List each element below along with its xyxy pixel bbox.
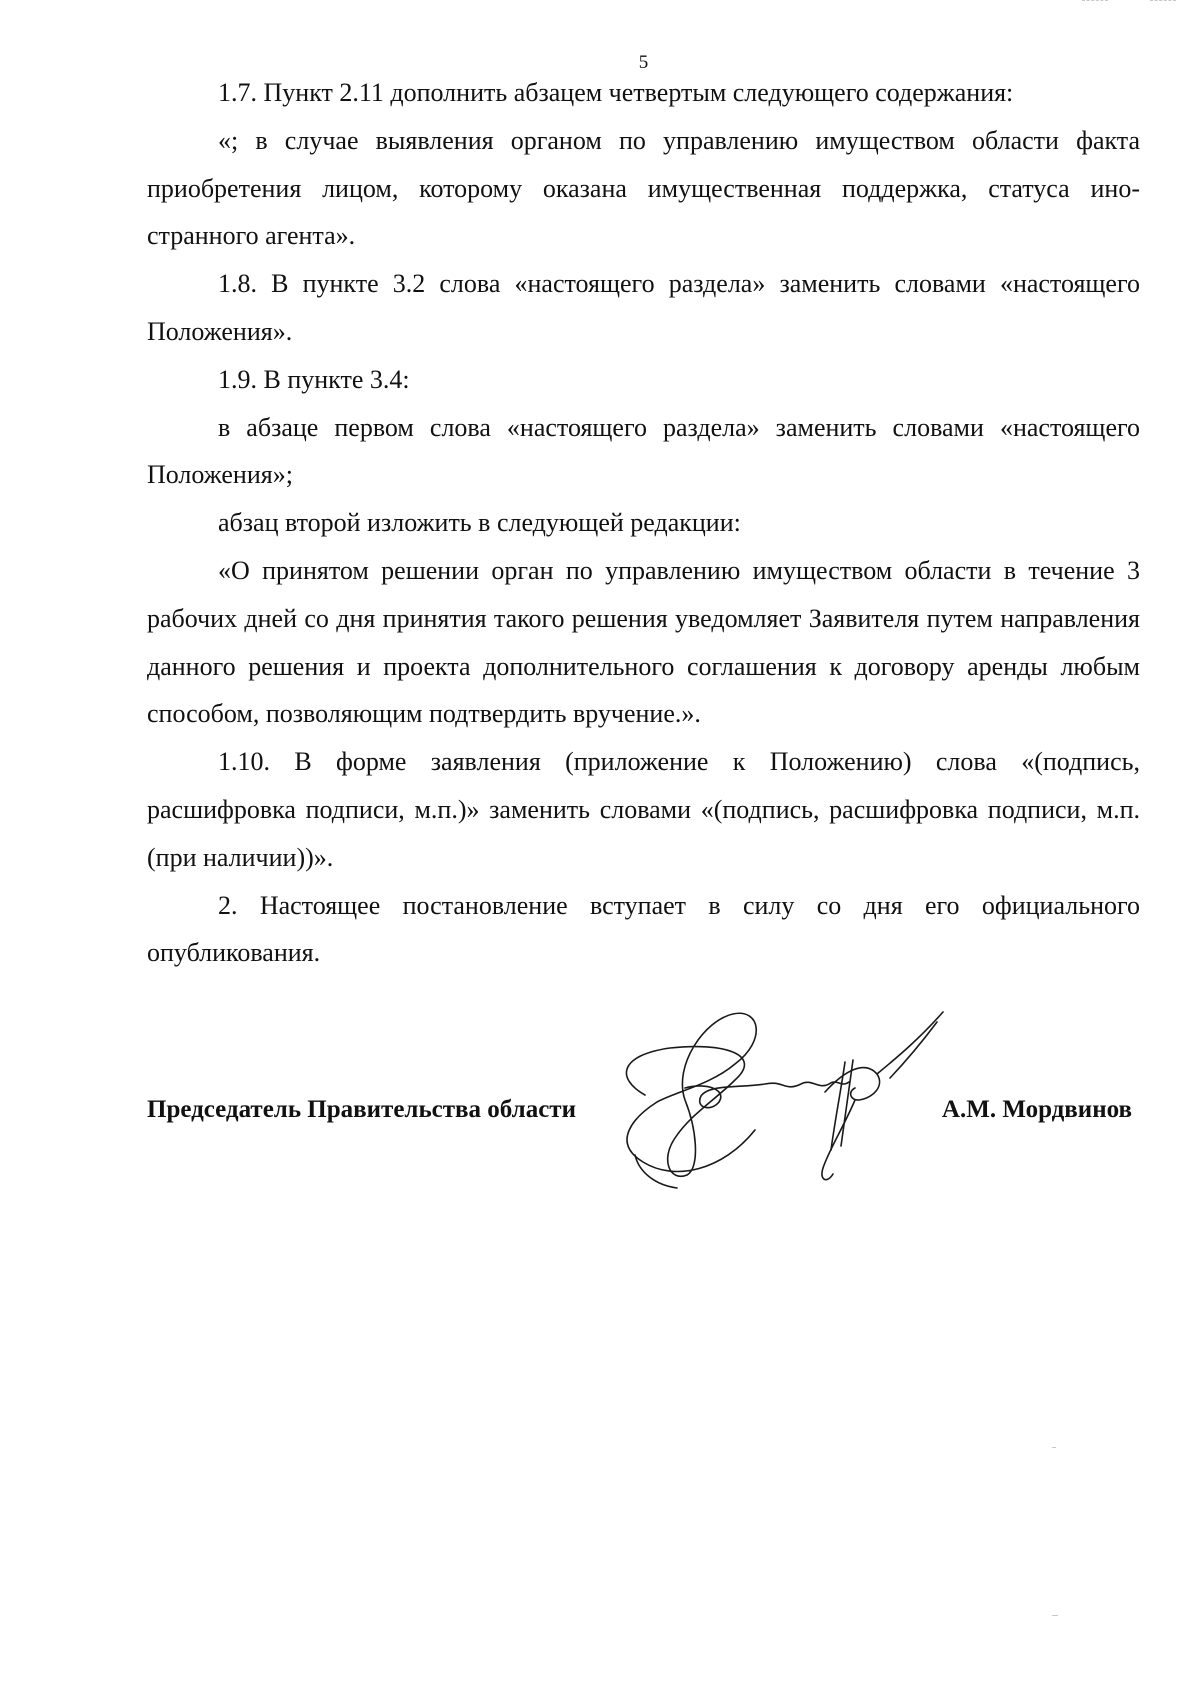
scan-dot-mark xyxy=(1052,1615,1058,1618)
paragraph-1-9-quote: «О принятом решении орган по управлению имуществом области в течение 3 рабочих дней со дня принятия такого решения уведомляет Заявителя путем направления данного решения и проекта дополнительного соглашения к договору аренды любым способом, позволяющим подтвердить вручение.». xyxy=(147,555,1140,729)
scan-dot-mark xyxy=(1052,1447,1056,1450)
paragraph-1-7: 1.7. Пункт 2.11 дополнить абзацем четвертым следующего содержания: xyxy=(218,78,1014,107)
paragraph-1-7-text: «; в случае выявления органом по управлению имуществом области факта приобретения лицом, которому оказана имущественная поддержка, статуса иностранного агента». xyxy=(147,125,1140,251)
paragraph-1-10: 1.10. В форме заявления (приложение к Положению) слова «(подпись, расшифровка подписи, м.п.)» заменить словами «(подпись, расшифровка подписи, м.п. (при наличии))». xyxy=(147,747,1140,872)
paragraph-1-9: 1.9. В пункте 3.4: xyxy=(218,364,410,394)
paragraph-1-9-second: абзац второй изложить в следующей редакции: xyxy=(218,508,741,538)
handwritten-signature xyxy=(615,1000,960,1195)
scan-edge-mark xyxy=(1150,0,1176,3)
page-number: 5 xyxy=(638,52,649,73)
paragraph-2: 2. Настоящее постановление вступает в силу со дня его официального опубликования. xyxy=(147,890,1140,968)
paragraph-1-8: 1.8. В пункте 3.2 слова «настоящего раздела» заменить словами «настоящего Положения». xyxy=(147,269,1140,346)
document-body xyxy=(147,69,1140,977)
signer-position: Председатель Правительства области xyxy=(147,1096,576,1123)
paragraph-1-9-first: в абзаце первом слова «настоящего раздела» заменить словами «настоящего Положения»; xyxy=(147,412,1140,490)
signer-name: А.М. Мордвинов xyxy=(941,1096,1132,1123)
scan-edge-mark xyxy=(1082,0,1108,3)
